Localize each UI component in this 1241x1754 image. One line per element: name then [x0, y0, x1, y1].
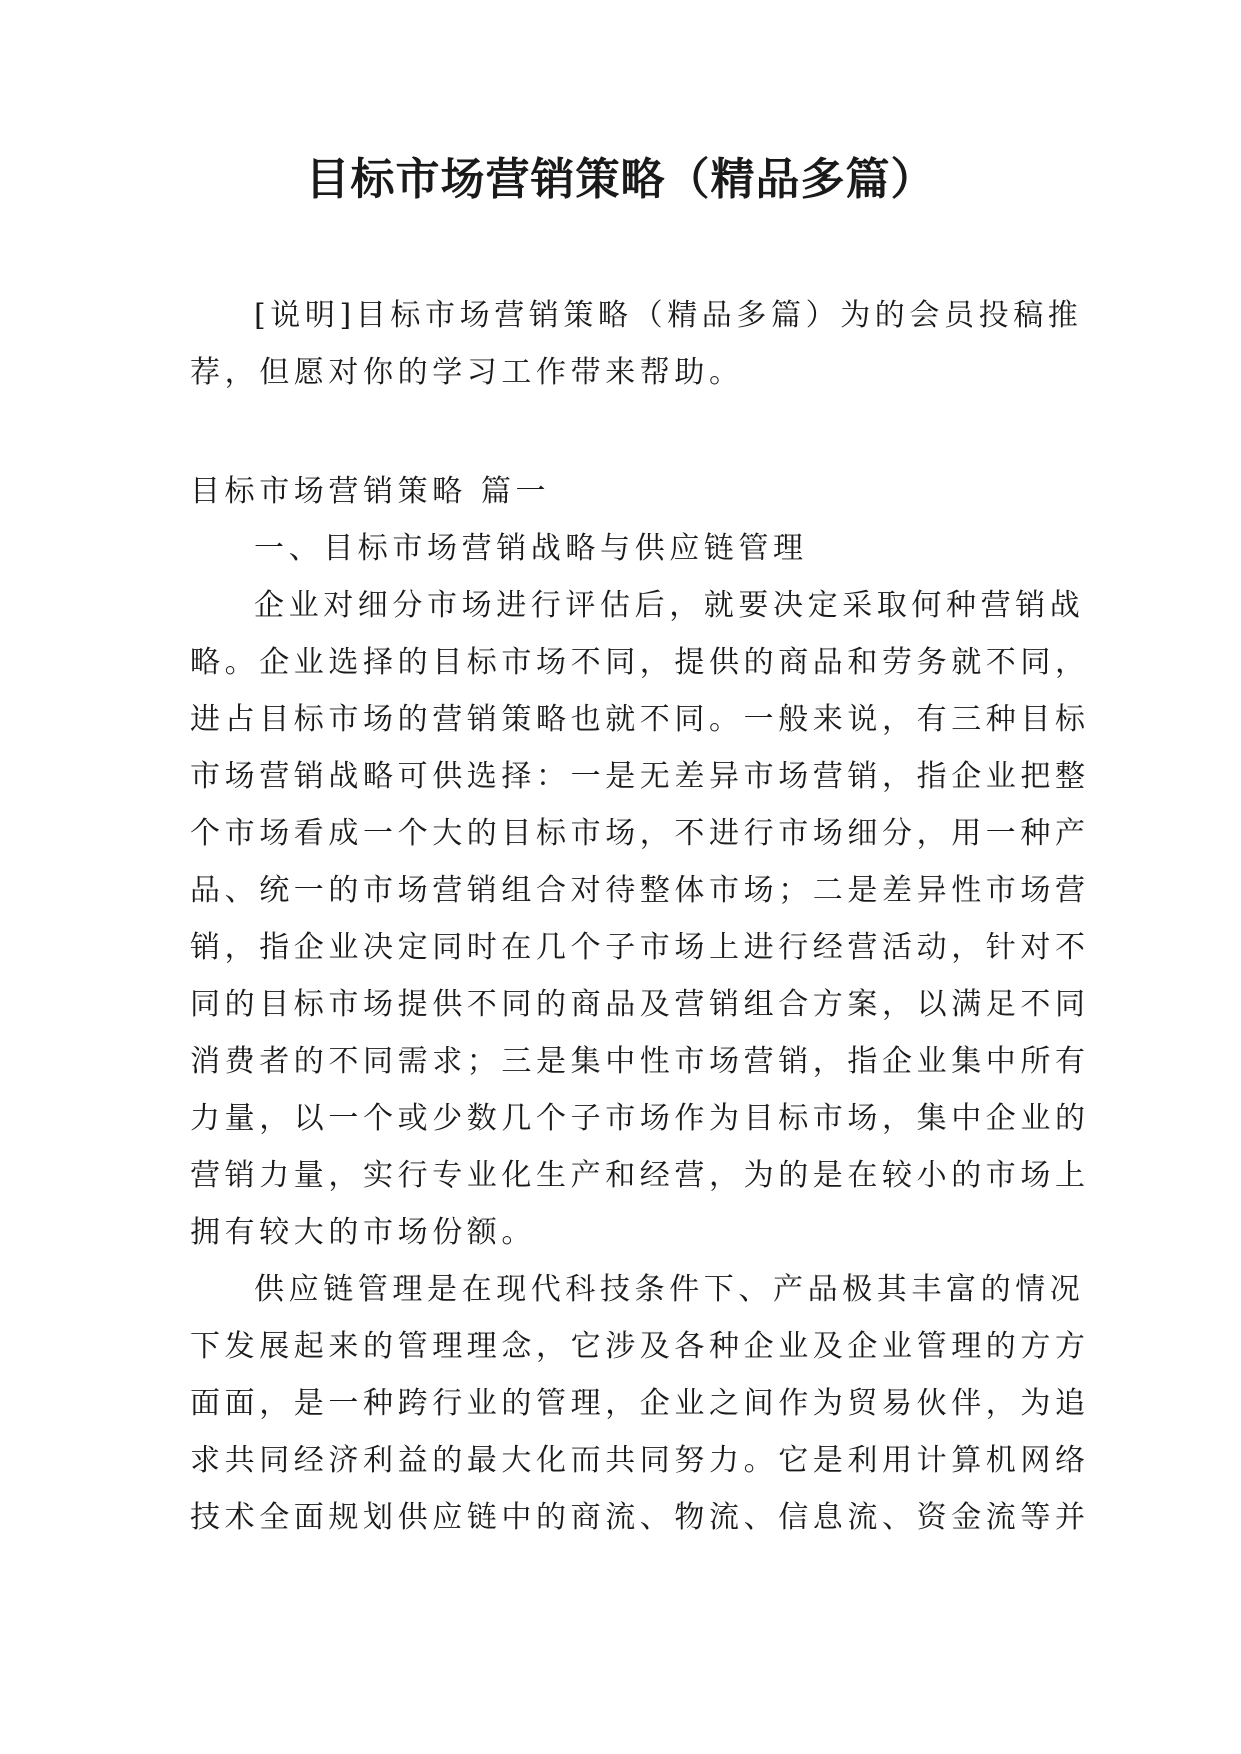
- paragraph-line: 同的目标市场提供不同的商品及营销组合方案，以满足不同: [190, 987, 1090, 1022]
- paragraph-line: 进占目标市场的营销策略也就不同。一般来说，有三种目标: [190, 702, 1090, 737]
- paragraph-line: 供应链管理是在现代科技条件下、产品极其丰富的情况: [254, 1272, 1085, 1307]
- paragraph-line: 略。企业选择的目标市场不同，提供的商品和劳务就不同，: [190, 645, 1090, 680]
- paragraph-line: 技术全面规划供应链中的商流、物流、信息流、资金流等并: [190, 1500, 1090, 1535]
- paragraph-line: 下发展起来的管理理念，它涉及各种企业及企业管理的方方: [190, 1329, 1090, 1364]
- subheading-text: 一、目标市场营销战略与供应链管理: [254, 531, 808, 566]
- section-heading-text: 目标市场营销策略 篇一: [190, 474, 551, 509]
- paragraph-line: 营销力量，实行专业化生产和经营，为的是在较小的市场上: [190, 1158, 1090, 1193]
- paragraph-line: 消费者的不同需求；三是集中性市场营销，指企业集中所有: [190, 1044, 1090, 1079]
- paragraph-line: 求共同经济利益的最大化而共同努力。它是利用计算机网络: [190, 1443, 1090, 1478]
- paragraph-2: [190, 1261, 1090, 1546]
- document-title: 目标市场营销策略（精品多篇）: [305, 154, 936, 205]
- paragraph-line: 品、统一的市场营销组合对待整体市场；二是差异性市场营: [190, 873, 1090, 908]
- subheading: [190, 520, 1052, 577]
- intro-paragraph: [190, 287, 1083, 401]
- paragraph-line: 市场营销战略可供选择：一是无差异市场营销，指企业把整: [190, 759, 1090, 794]
- intro-line: 荐，但愿对你的学习工作带来帮助。: [190, 355, 744, 390]
- paragraph-line: 企业对细分市场进行评估后，就要决定采取何种营销战: [254, 588, 1085, 623]
- paragraph-1: [190, 577, 1090, 1261]
- section-content: [190, 520, 1090, 1546]
- paragraph-line: 拥有较大的市场份额。: [190, 1215, 536, 1250]
- paragraph-line: 面面，是一种跨行业的管理，企业之间作为贸易伙伴，为追: [190, 1386, 1090, 1421]
- paragraph-line: 个市场看成一个大的目标市场，不进行市场细分，用一种产: [190, 816, 1090, 851]
- intro-line: [说明]目标市场营销策略（精品多篇）为的会员投稿推: [254, 298, 1083, 333]
- paragraph-line: 力量，以一个或少数几个子市场作为目标市场，集中企业的: [190, 1101, 1090, 1136]
- section-heading: [190, 463, 1052, 520]
- paragraph-line: 销，指企业决定同时在几个子市场上进行经营活动，针对不: [190, 930, 1090, 965]
